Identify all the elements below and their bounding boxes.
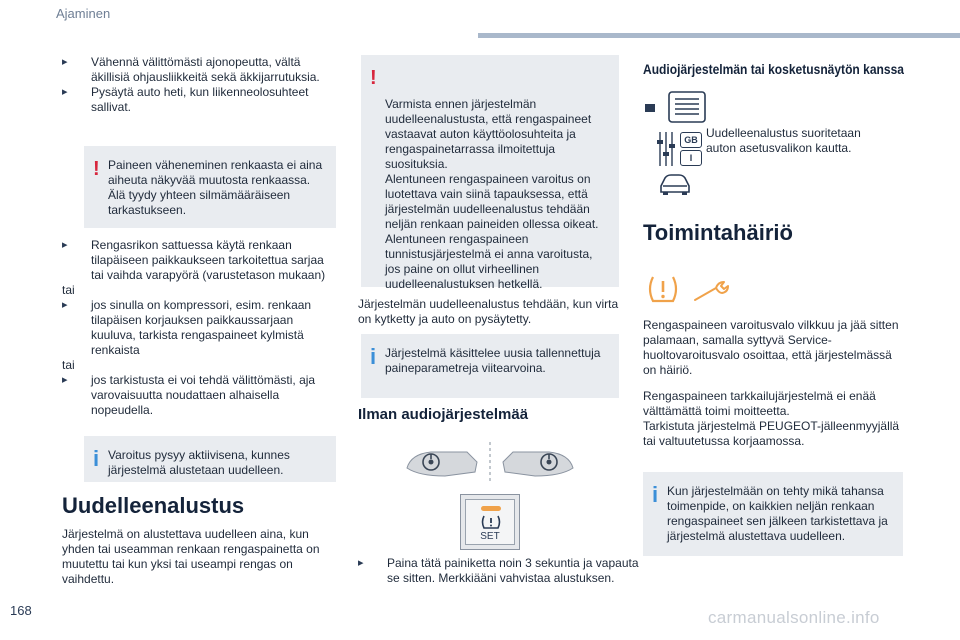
tyre-pressure-warning-icon: [646, 274, 680, 304]
warning-text: Varmista ennen järjestelmän uudelleenalustusta, että rengaspaineet vastaavat auton käyttöolosuhteita ja rengaspainetarrassa ilmoitettuja suosituksia. Alentuneen rengaspaineen varoitus on luotettava vain siinä tapauksessa, että järjestelmän uudelleenalustus tehdään neljän renkaan paineiden ollessa oikeat. Alentuneen rengaspaineen tunnistusjärjestelmä ei anna varoitusta, jos paine on ollut virheellinen uudelleenalustuksen hetkellä.: [385, 97, 599, 291]
watermark: carmanualsonline.info: [708, 608, 880, 627]
info-note: [361, 334, 619, 398]
bullet-marker-icon: ▸: [62, 299, 68, 311]
body-text: Rengaspaineen tarkkailujärjestelmä ei enää välttämättä toimi moitteetta. Tarkistuta järjestelmä PEUGEOT-jälleenmyyjällä tai valtuutetussa korjaamossa.: [643, 389, 900, 448]
info-text: Kun järjestelmään on tehty mikä tahansa toimenpide, on kaikkien neljän renkaan rengaspaineet sen jälkeen tarkistettava ja järjestelmä alustettava uudelleen.: [667, 484, 888, 543]
tyre-pressure-icon: [480, 514, 502, 530]
warning-text: Paineen väheneminen renkaasta ei aina aiheuta näkyvää muutosta renkaassa. Älä tyydy yhteen silmämääräiseen tarkastukseen.: [108, 158, 323, 217]
body-text: Rengaspaineen varoitusvalo vilkkuu ja jää sitten palamaan, samalla syttyvä Service-huoltovaroitusvalo osoittaa, että järjestelmässä on häiriö.: [643, 318, 899, 377]
menu-screen-icon: [643, 90, 709, 124]
section-title: Ajaminen: [56, 6, 111, 21]
language-gb-icon: GB: [680, 132, 702, 148]
indicator-led: [481, 506, 501, 511]
bullet-marker-icon: ▸: [358, 557, 364, 569]
list-item: ▸ jos tarkistusta ei voi tehdä välittömästi, aja varovaisuutta noudattaen alhaisella nopeudella.: [62, 373, 316, 417]
info-i-icon: i: [370, 344, 377, 369]
service-wrench-icon: [692, 280, 732, 304]
section-heading: Toimintahäiriö: [643, 220, 793, 245]
warning-exclamation-icon: !: [370, 67, 377, 89]
list-item: ▸ Pysäytä auto heti, kun liikenneolosuhteet sallivat.: [62, 85, 309, 114]
info-i-icon: I: [680, 150, 702, 166]
info-i-icon: i: [652, 482, 659, 507]
section-heading: Ilman audiojärjestelmää: [358, 406, 529, 423]
body-text: Järjestelmän uudelleenalustus tehdään, kun virta on kytketty ja auto on pysäytetty.: [358, 297, 619, 326]
list-item: ▸ Paina tätä painiketta noin 3 sekuntia ja vapauta se sitten. Merkkiääni vahvistaa alustuksen.: [358, 556, 639, 585]
steering-wheel-control-icon: [405, 440, 575, 485]
bullet-marker-icon: ▸: [62, 86, 68, 98]
info-text: Järjestelmä käsittelee uusia tallennettuja paineparametreja viitearvoina.: [385, 346, 601, 375]
list-item: ▸ Rengasrikon sattuessa käytä renkaan tilapäiseen paikkaukseen tarkoitettua sarjaa tai vaihda varapyörä (varustetason mukaan): [62, 238, 326, 282]
car-icon: [657, 172, 693, 196]
section-heading: Audiojärjestelmän tai kosketusnäytön kanssa: [643, 61, 904, 77]
info-note: [643, 472, 903, 556]
header-accent-bar: [478, 33, 960, 38]
bullet-marker-icon: ▸: [62, 239, 68, 251]
page-number: 168: [10, 603, 32, 618]
warning-exclamation-icon: !: [93, 158, 100, 180]
list-item: ▸ jos sinulla on kompressori, esim. renkaan tilapäisen korjauksen paikkaussarjaan kuuluva, tarkista rengaspaineet kylmistä renkaista: [62, 298, 312, 357]
column-1-list: [62, 238, 336, 418]
tyre-reset-set-button[interactable]: [460, 494, 520, 550]
bullet-marker-icon: ▸: [62, 374, 68, 386]
info-i-icon: i: [93, 446, 100, 471]
bullet-marker-icon: ▸: [62, 56, 68, 68]
connector-text: tai: [62, 358, 75, 372]
warning-note: [361, 55, 619, 291]
body-text: Järjestelmä on alustettava uudelleen aina, kun yhden tai useamman renkaan rengaspainetta on muutettu tai kun yksi tai useampi rengas on vaihdettu.: [62, 527, 320, 586]
info-note: [84, 436, 336, 482]
section-heading: Uudelleenalustus: [62, 493, 245, 518]
set-label: SET: [480, 531, 500, 542]
warning-note: [84, 146, 336, 228]
connector-text: tai: [62, 283, 75, 297]
info-text: Varoitus pysyy aktiivisena, kunnes järjestelmä alustetaan uudelleen.: [108, 448, 290, 477]
list-item: ▸ Vähennä välittömästi ajonopeutta, vältä äkillisiä ohjausliikkeitä sekä äkkijarrutuksia.: [62, 55, 320, 84]
column-1: [62, 55, 334, 115]
icon-caption: Uudelleenalustus suoritetaan auton asetusvalikon kautta.: [706, 126, 861, 155]
